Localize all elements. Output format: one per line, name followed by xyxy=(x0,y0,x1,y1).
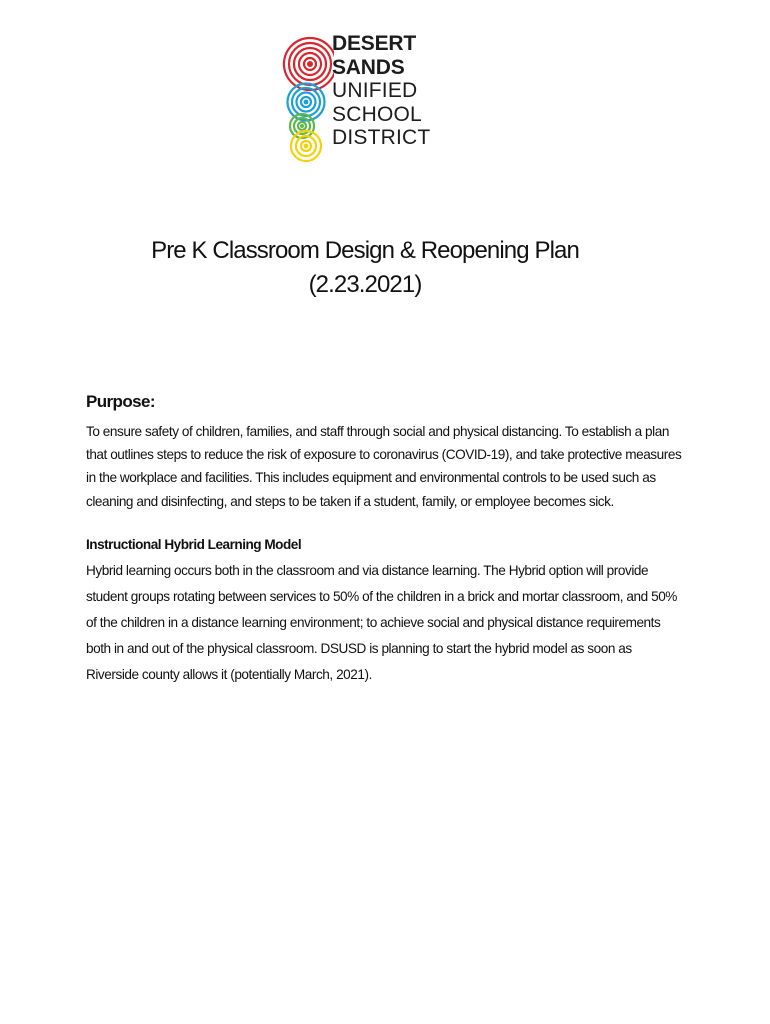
hybrid-line: both in and out of the physical classroom. DSUSD is planning to start the hybrid model as soon as xyxy=(86,641,632,656)
logo-word-desert: DESERT xyxy=(332,32,416,55)
title-line-1: Pre K Classroom Design & Reopening Plan xyxy=(151,237,579,264)
hybrid-line: Riverside county allows it (potentially March, 2021). xyxy=(86,667,372,682)
district-logo xyxy=(280,28,431,168)
logo-word-unified: UNIFIED xyxy=(332,79,418,102)
hybrid-line: of the children in a distance learning environment; to achieve social and physical distance requirements xyxy=(86,615,661,630)
logo-word-school: SCHOOL xyxy=(332,102,422,126)
hybrid-line: Hybrid learning occurs both in the classroom and via distance learning. The Hybrid option will provide xyxy=(86,563,649,578)
logo-word-district: DISTRICT xyxy=(332,126,431,149)
hybrid-model-paragraph xyxy=(86,558,677,688)
purpose-line: that outlines steps to reduce the risk of exposure to coronavirus (COVID-19), and take protective measures xyxy=(86,447,682,463)
purpose-paragraph xyxy=(86,420,682,513)
purpose-line: cleaning and disinfecting, and steps to be taken if a student, family, or employee becomes sick. xyxy=(86,493,614,509)
logo-word-sands: SANDS xyxy=(332,55,405,79)
document-title xyxy=(0,234,730,302)
purpose-line: in the workplace and facilities. This includes equipment and environmental controls to be used such as xyxy=(86,470,656,486)
title-date: (2.23.2021) xyxy=(308,271,422,298)
logo-wordmark xyxy=(332,32,431,150)
concentric-rings-logo-icon xyxy=(280,28,334,164)
hybrid-line: student groups rotating between services to 50% of the children in a brick and mortar classroom, and 50% xyxy=(86,589,677,604)
hybrid-model-heading: Instructional Hybrid Learning Model xyxy=(86,537,302,552)
purpose-heading: Purpose: xyxy=(86,392,155,411)
purpose-line: To ensure safety of children, families, and staff through social and physical distancing. To establish a plan xyxy=(86,424,669,439)
